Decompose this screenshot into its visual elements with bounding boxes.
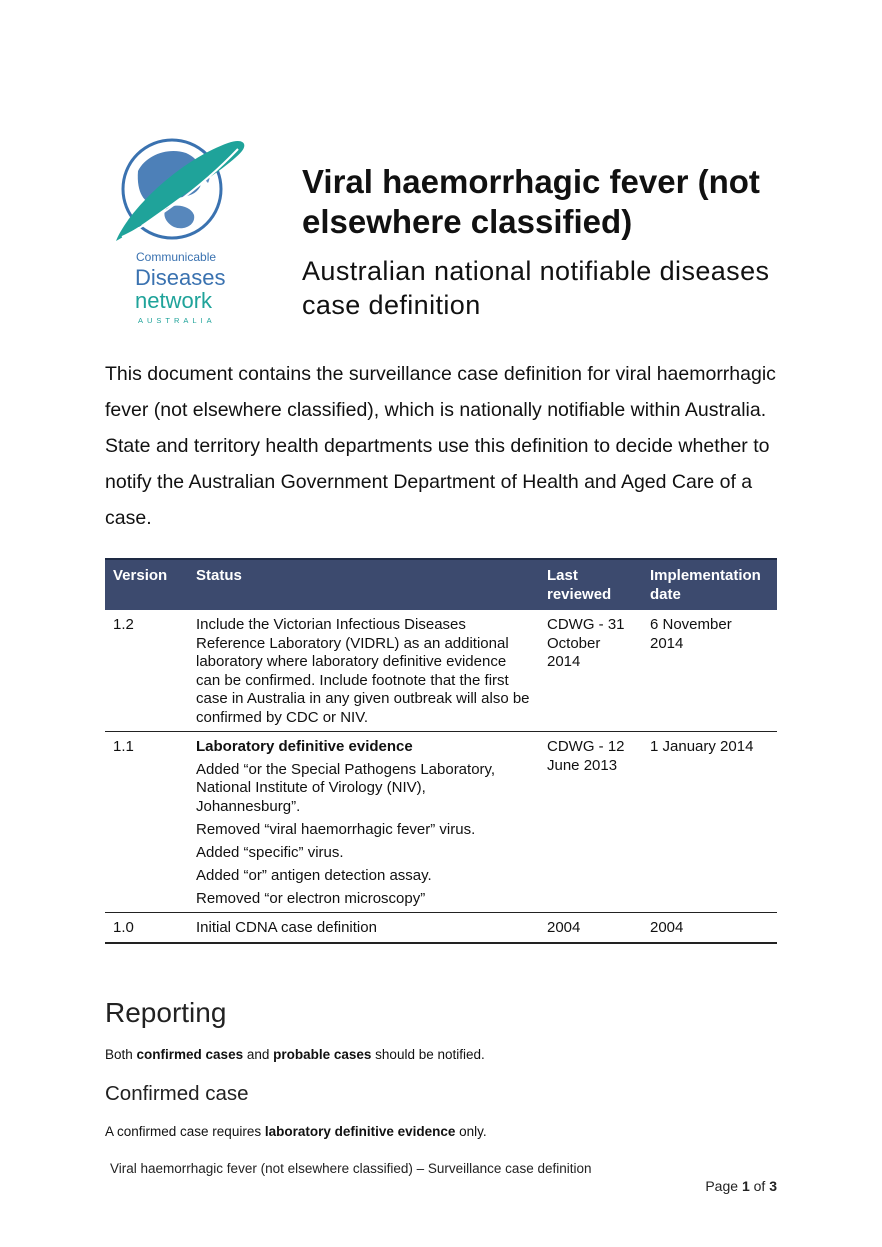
- status-line: Include the Victorian Infectious Diseases Reference Laboratory (VIDRL) as an additional laboratory where laboratory definitive evidence can be confirmed. Include footnote that the first case in Australia in any given outbreak will also be confirmed by CDC or NIV.: [196, 616, 530, 726]
- cell-implementation-date: 1 January 2014: [642, 732, 777, 913]
- status-line: Initial CDNA case definition: [196, 919, 377, 936]
- reporting-paragraph: [105, 1047, 485, 1062]
- status-heading: Laboratory definitive evidence: [196, 738, 413, 755]
- table-header-row: [105, 559, 777, 610]
- cell-implementation-date: 2004: [642, 913, 777, 943]
- text-run: only.: [455, 1124, 487, 1139]
- status-line: Removed “viral haemorrhagic fever” virus.: [196, 820, 476, 838]
- intro-paragraph: This document contains the surveillance case definition for viral haemorrhagic fever (not elsewhere classified), which is nationally notifiable within Australia. State and territory health departments use this definition to decide whether to notify the Australian Government Department of Health and Aged Care of a case.: [105, 363, 776, 529]
- cell-last-reviewed: CDWG - 31 October 2014: [539, 610, 642, 732]
- status-line: Added “or” antigen detection assay.: [196, 866, 432, 884]
- cell-status: [188, 732, 539, 913]
- logo-text-network: network: [135, 288, 213, 313]
- cell-implementation-date: 6 November 2014: [642, 610, 777, 732]
- bold-confirmed-cases: confirmed cases: [136, 1047, 244, 1062]
- status-line: Added “or the Special Pathogens Laboratory, National Institute of Virology (NIV), Johannesburg”.: [196, 760, 496, 815]
- page-current: 1: [741, 1178, 750, 1194]
- cdna-logo: [108, 133, 250, 328]
- header-implementation-date: Implementation date: [642, 559, 777, 610]
- document-subtitle: Australian national notifiable diseases case definition: [302, 256, 770, 320]
- document-title: Viral haemorrhagic fever (not elsewhere classified): [302, 163, 760, 240]
- table-row: [105, 913, 777, 943]
- header-version: Version: [105, 559, 188, 610]
- logo-text-communicable: Communicable: [136, 250, 217, 264]
- reporting-heading: Reporting: [105, 997, 227, 1028]
- confirmed-case-paragraph: [105, 1124, 487, 1139]
- cell-status: [188, 610, 539, 732]
- confirmed-case-heading: Confirmed case: [105, 1082, 249, 1105]
- header-status: Status: [188, 559, 539, 610]
- cell-version: 1.0: [105, 913, 188, 943]
- table-row: [105, 610, 777, 732]
- table-row: [105, 732, 777, 913]
- footer-title: Viral haemorrhagic fever (not elsewhere classified) – Surveillance case definition: [110, 1161, 592, 1176]
- status-line: Added “specific” virus.: [196, 843, 344, 861]
- text-run: should be notified.: [371, 1047, 485, 1062]
- text-run: and: [243, 1047, 274, 1062]
- cell-last-reviewed: 2004: [539, 913, 642, 943]
- cell-status: [188, 913, 539, 943]
- cell-version: 1.1: [105, 732, 188, 913]
- bold-probable-cases: probable cases: [273, 1047, 372, 1062]
- bold-laboratory-definitive-evidence: laboratory definitive evidence: [264, 1124, 456, 1139]
- cell-version: 1.2: [105, 610, 188, 732]
- page-of: of: [749, 1178, 770, 1194]
- logo-text-australia: AUSTRALIA: [138, 316, 216, 325]
- header-last-reviewed: Last reviewed: [539, 559, 642, 610]
- page-label: Page: [705, 1178, 742, 1194]
- cell-last-reviewed: CDWG - 12 June 2013: [539, 732, 642, 913]
- revision-history-table: [105, 558, 777, 944]
- page-total: 3: [769, 1178, 777, 1194]
- page-number: [705, 1178, 777, 1194]
- status-line: Removed “or electron microscopy”: [196, 889, 426, 907]
- logo-text-diseases: Diseases: [135, 265, 226, 290]
- text-run: A confirmed case requires: [105, 1124, 265, 1139]
- text-run: Both: [105, 1047, 137, 1062]
